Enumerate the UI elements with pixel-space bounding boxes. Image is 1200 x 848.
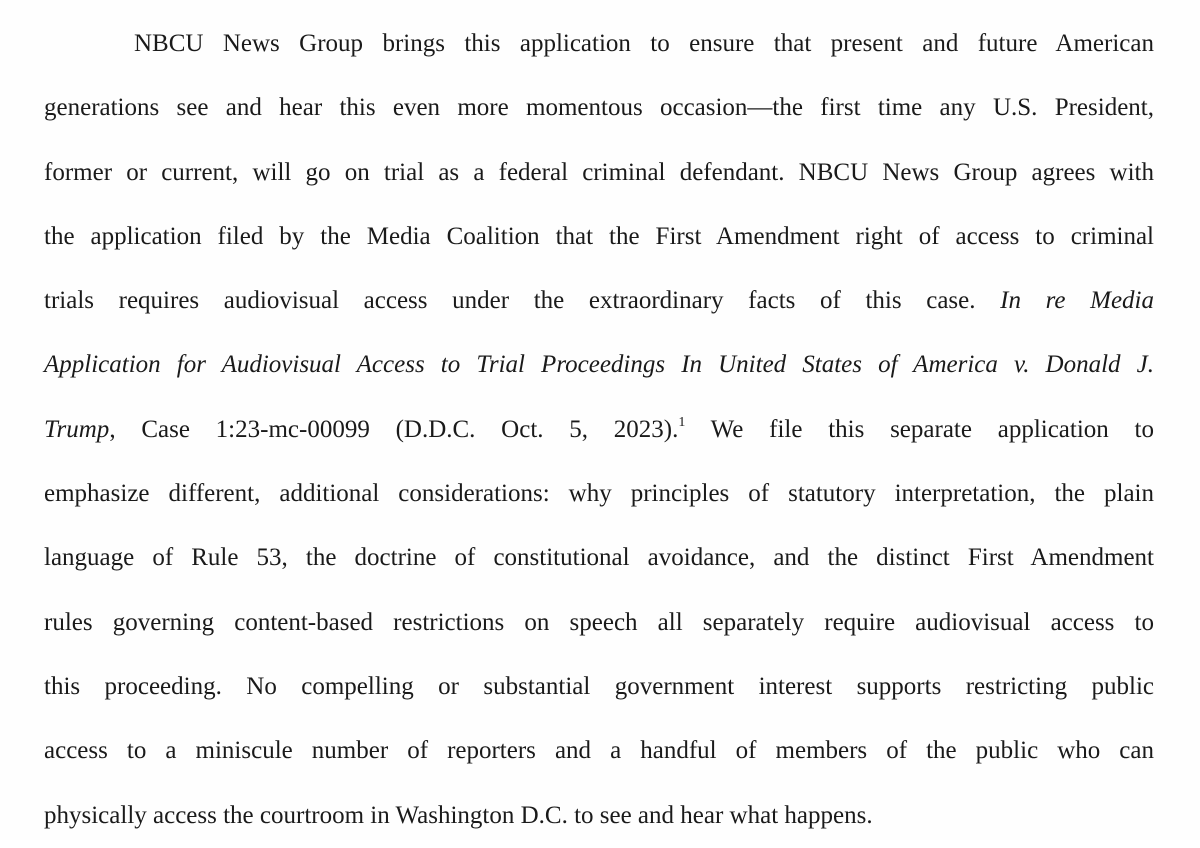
body-paragraph xyxy=(44,12,1154,848)
text-segment: this proceeding. No compelling or substantial government interest supports restricting public xyxy=(44,672,1154,700)
citation-text: Trump xyxy=(44,415,110,443)
text-line xyxy=(44,784,1154,848)
text-line xyxy=(44,333,1154,397)
footnote-marker: 1 xyxy=(678,414,686,430)
text-line xyxy=(44,591,1154,655)
text-line xyxy=(44,462,1154,526)
text-segment: the application filed by the Media Coalition that the First Amendment right of access to criminal xyxy=(44,222,1154,250)
text-line xyxy=(44,398,1154,462)
citation-text: In re Media xyxy=(1000,287,1155,315)
citation-text: Application for Audiovisual Access to Trial Proceedings In United States of America v. Donald J. xyxy=(44,351,1154,379)
text-segment: rules governing content-based restrictions on speech all separately require audiovisual access to xyxy=(44,608,1154,636)
text-line xyxy=(44,269,1154,333)
text-segment: , Case 1:23-mc-00099 (D.D.C. Oct. 5, 2023). xyxy=(109,415,679,443)
text-line xyxy=(44,12,1154,76)
text-segment: generations see and hear this even more momentous occasion—the first time any U.S. President, xyxy=(44,94,1154,122)
text-segment: We file this separate application to xyxy=(685,415,1154,443)
text-line xyxy=(44,76,1154,140)
text-line xyxy=(44,719,1154,783)
text-line xyxy=(44,655,1154,719)
text-segment: NBCU News Group brings this application to ensure that present and future American xyxy=(134,30,1154,57)
text-segment: trials requires audiovisual access under the extraordinary facts of this case. xyxy=(44,287,1001,315)
text-segment: physically access the courtroom in Washington D.C. to see and hear what happens. xyxy=(44,801,873,829)
text-segment: language of Rule 53, the doctrine of constitutional avoidance, and the distinct First Amendment xyxy=(44,544,1154,572)
text-line xyxy=(44,205,1154,269)
text-line xyxy=(44,526,1154,590)
text-segment: emphasize different, additional considerations: why principles of statutory interpretation, the plain xyxy=(44,480,1154,508)
text-line xyxy=(44,141,1154,205)
text-segment: access to a miniscule number of reporters and a handful of members of the public who can xyxy=(44,737,1154,765)
text-segment: former or current, will go on trial as a federal criminal defendant. NBCU News Group agrees with xyxy=(44,158,1154,186)
